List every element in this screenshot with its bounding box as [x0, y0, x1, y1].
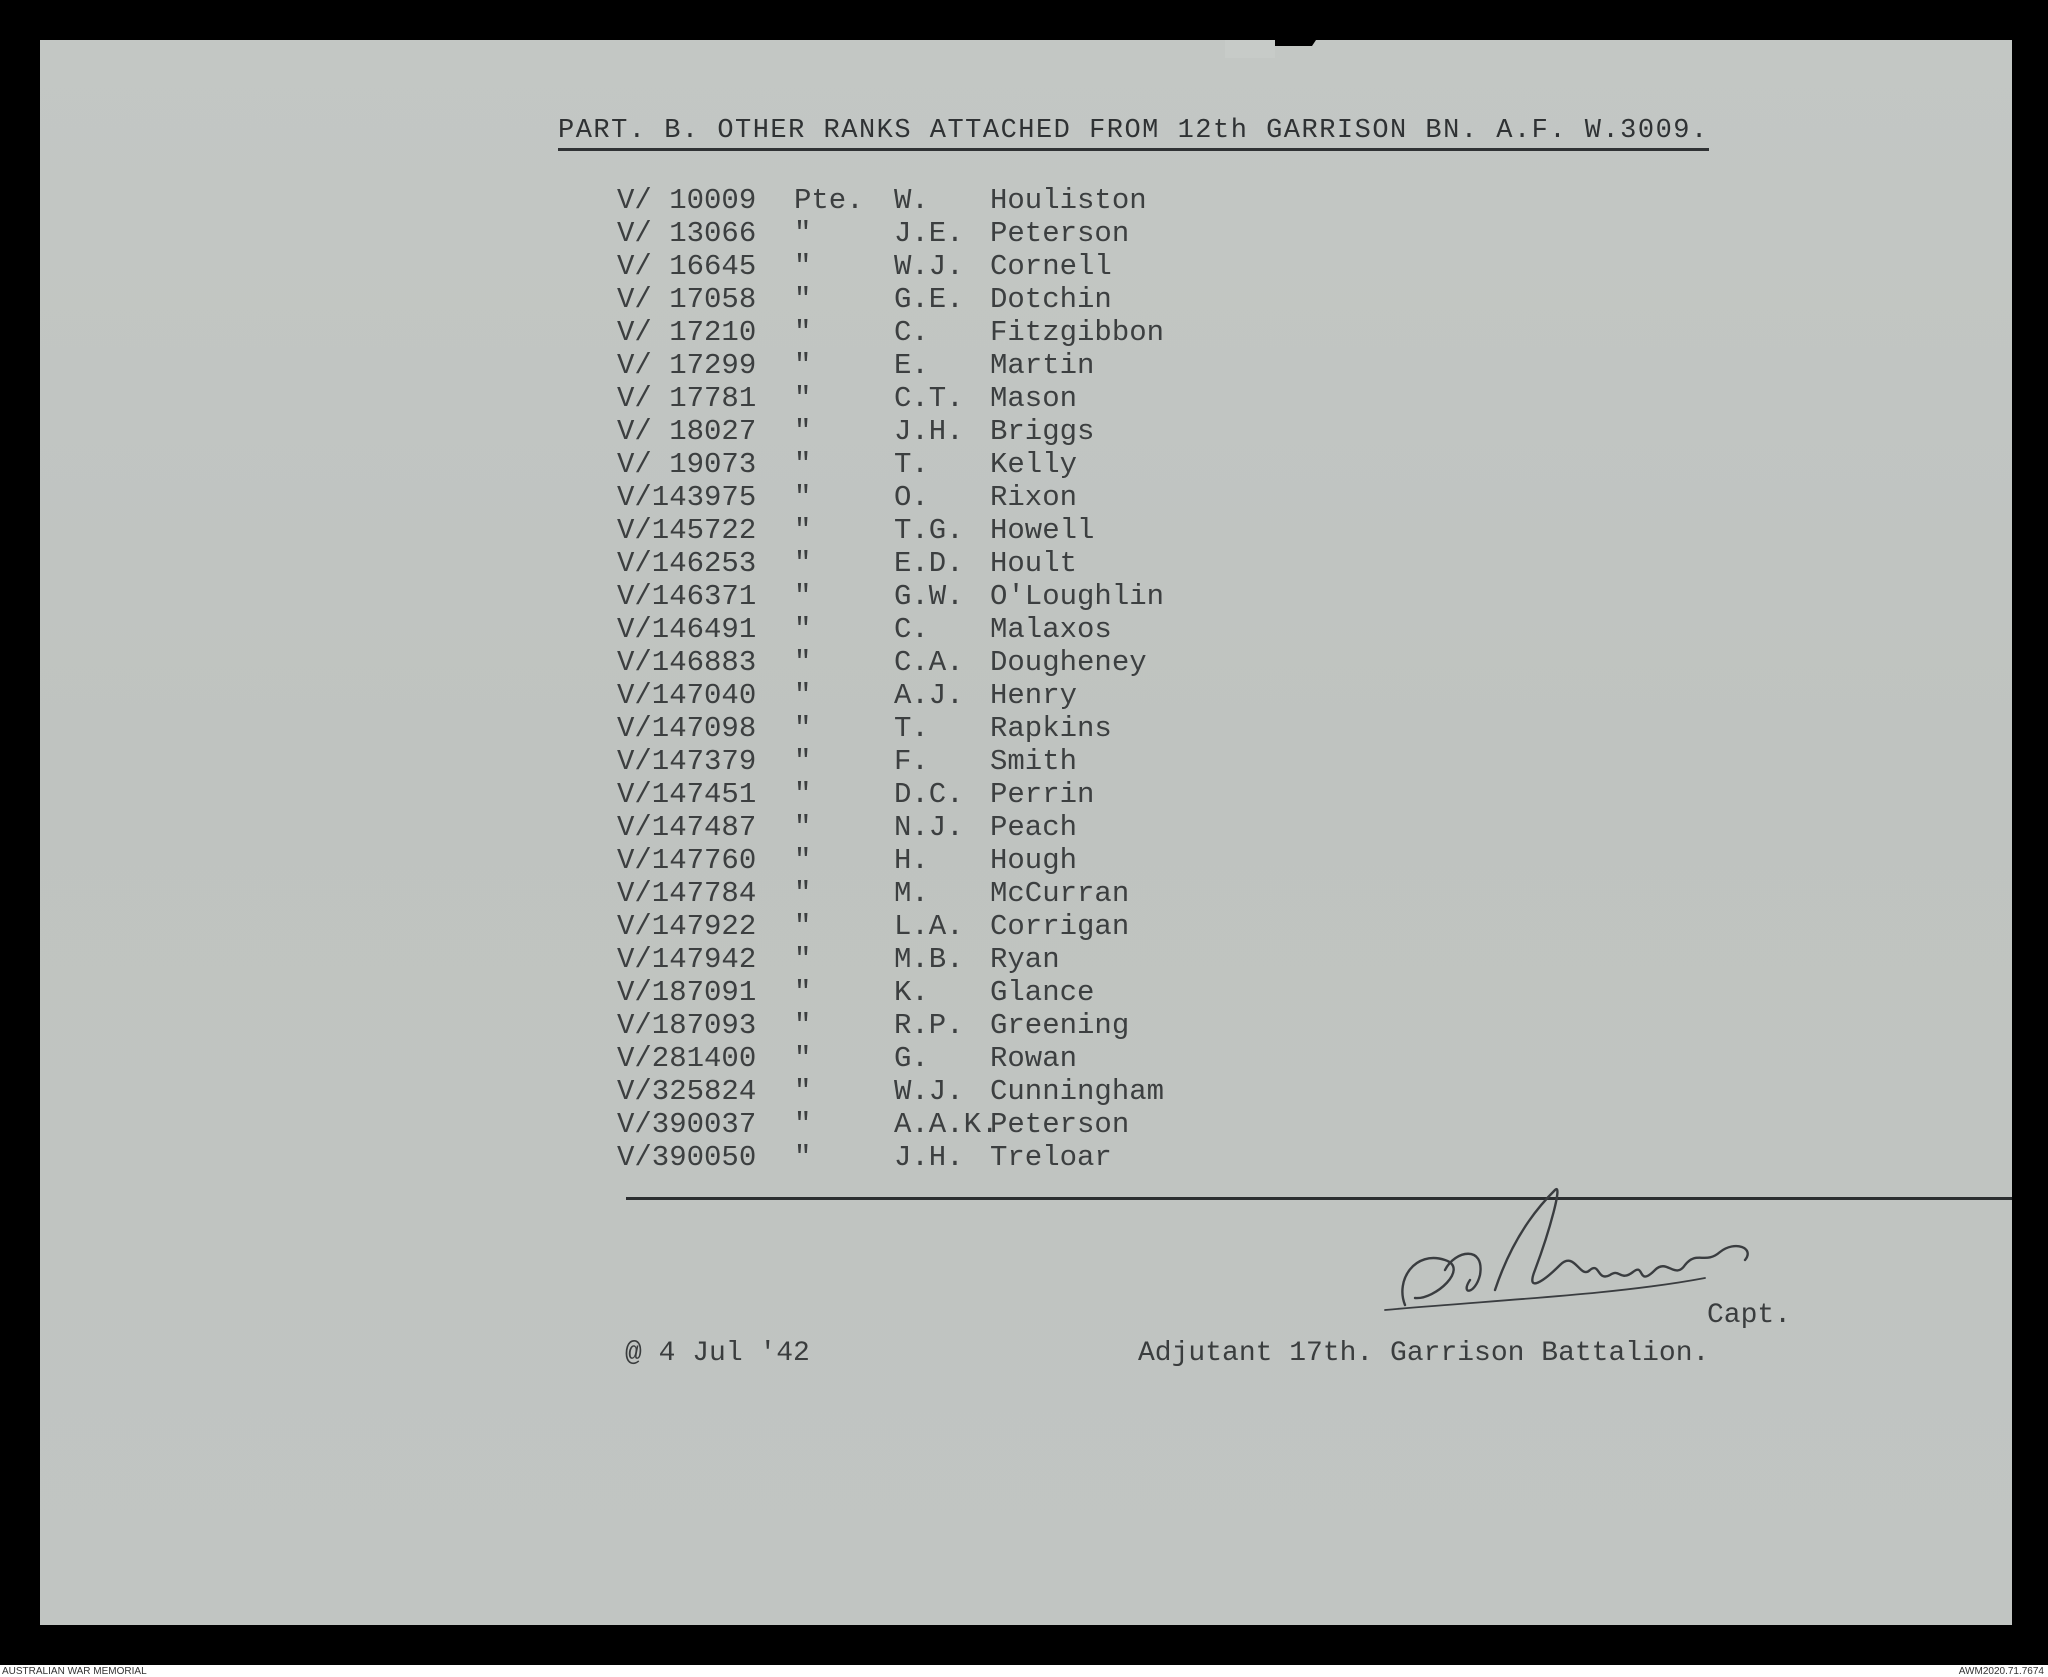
- rank: ": [794, 745, 812, 778]
- surname: Cunningham: [990, 1075, 1165, 1108]
- surname: Hoult: [990, 547, 1078, 580]
- rank: ": [794, 580, 812, 613]
- service-number: V/187091: [617, 976, 757, 1009]
- surname: Peterson: [990, 1108, 1130, 1141]
- surname: O'Loughlin: [990, 580, 1165, 613]
- surname: Corrigan: [990, 910, 1130, 943]
- surname: McCurran: [990, 877, 1130, 910]
- archive-reference: AWM2020.71.7674: [1958, 1666, 2044, 1677]
- rank: ": [794, 1108, 812, 1141]
- initials: E.: [894, 349, 929, 382]
- initials: O.: [894, 481, 929, 514]
- service-number: V/325824: [617, 1075, 757, 1108]
- surname: Greening: [990, 1009, 1130, 1042]
- rank: ": [794, 481, 812, 514]
- surname: Perrin: [990, 778, 1095, 811]
- initials: J.H.: [894, 1141, 964, 1174]
- surname: Briggs: [990, 415, 1095, 448]
- service-number: V/ 18027: [617, 415, 757, 448]
- rank: ": [794, 316, 812, 349]
- service-number: V/147922: [617, 910, 757, 943]
- rank: ": [794, 679, 812, 712]
- service-number: V/147451: [617, 778, 757, 811]
- rank: ": [794, 547, 812, 580]
- surname: Peach: [990, 811, 1078, 844]
- surname: Rowan: [990, 1042, 1078, 1075]
- initials: J.H.: [894, 415, 964, 448]
- surname: Dotchin: [990, 283, 1112, 316]
- service-number: V/146491: [617, 613, 757, 646]
- surname: Martin: [990, 349, 1095, 382]
- rank: ": [794, 1042, 812, 1075]
- divider-line: [626, 1197, 2012, 1200]
- rank: ": [794, 910, 812, 943]
- service-number: V/147784: [617, 877, 757, 910]
- rank: ": [794, 514, 812, 547]
- service-number: V/146253: [617, 547, 757, 580]
- initials: R.P.: [894, 1009, 964, 1042]
- service-number: V/ 10009: [617, 184, 757, 217]
- rank: ": [794, 1009, 812, 1042]
- rank: ": [794, 613, 812, 646]
- rank: ": [794, 811, 812, 844]
- initials: W.J.: [894, 1075, 964, 1108]
- surname: Peterson: [990, 217, 1130, 250]
- service-number: V/147098: [617, 712, 757, 745]
- rank: ": [794, 1075, 812, 1108]
- surname: Ryan: [990, 943, 1060, 976]
- service-number: V/147040: [617, 679, 757, 712]
- service-number: V/ 19073: [617, 448, 757, 481]
- initials: T.: [894, 712, 929, 745]
- rank: Pte.: [794, 184, 864, 217]
- service-number: V/ 16645: [617, 250, 757, 283]
- service-number: V/143975: [617, 481, 757, 514]
- rank: ": [794, 349, 812, 382]
- service-number: V/390050: [617, 1141, 757, 1174]
- rank: ": [794, 976, 812, 1009]
- initials: K.: [894, 976, 929, 1009]
- service-number: V/187093: [617, 1009, 757, 1042]
- service-number: V/ 17058: [617, 283, 757, 316]
- document-heading: PART. B. OTHER RANKS ATTACHED FROM 12th GARRISON BN. A.F. W.3009.: [558, 116, 1709, 151]
- initials: G.W.: [894, 580, 964, 613]
- initials: G.: [894, 1042, 929, 1075]
- surname: Dougheney: [990, 646, 1147, 679]
- initials: N.J.: [894, 811, 964, 844]
- torn-edge: [1225, 40, 1275, 58]
- signatory-title: Adjutant 17th. Garrison Battalion.: [1138, 1338, 1710, 1369]
- surname: Houliston: [990, 184, 1147, 217]
- service-number: V/145722: [617, 514, 757, 547]
- initials: C.: [894, 316, 929, 349]
- rank: ": [794, 943, 812, 976]
- surname: Henry: [990, 679, 1078, 712]
- surname: Hough: [990, 844, 1078, 877]
- rank: ": [794, 778, 812, 811]
- service-number: V/147487: [617, 811, 757, 844]
- service-number: V/ 13066: [617, 217, 757, 250]
- initials: M.: [894, 877, 929, 910]
- rank: ": [794, 250, 812, 283]
- surname: Rapkins: [990, 712, 1112, 745]
- initials: C.T.: [894, 382, 964, 415]
- service-number: V/147760: [617, 844, 757, 877]
- surname: Smith: [990, 745, 1078, 778]
- initials: L.A.: [894, 910, 964, 943]
- initials: J.E.: [894, 217, 964, 250]
- initials: H.: [894, 844, 929, 877]
- initials: C.: [894, 613, 929, 646]
- signatory-rank: Capt.: [1707, 1300, 1792, 1331]
- initials: C.A.: [894, 646, 964, 679]
- surname: Rixon: [990, 481, 1078, 514]
- surname: Malaxos: [990, 613, 1112, 646]
- initials: E.D.: [894, 547, 964, 580]
- initials: F.: [894, 745, 929, 778]
- rank: ": [794, 217, 812, 250]
- service-number: V/146883: [617, 646, 757, 679]
- surname: Treloar: [990, 1141, 1112, 1174]
- service-number: V/ 17781: [617, 382, 757, 415]
- rank: ": [794, 283, 812, 316]
- surname: Cornell: [990, 250, 1112, 283]
- archive-credit: AUSTRALIAN WAR MEMORIAL: [2, 1666, 147, 1677]
- service-number: V/147942: [617, 943, 757, 976]
- rank: ": [794, 415, 812, 448]
- service-number: V/147379: [617, 745, 757, 778]
- surname: Glance: [990, 976, 1095, 1009]
- initials: A.J.: [894, 679, 964, 712]
- initials: W.: [894, 184, 929, 217]
- rank: ": [794, 646, 812, 679]
- service-number: V/390037: [617, 1108, 757, 1141]
- surname: Howell: [990, 514, 1095, 547]
- rank: ": [794, 712, 812, 745]
- service-number: V/ 17299: [617, 349, 757, 382]
- rank: ": [794, 448, 812, 481]
- initials: T.G.: [894, 514, 964, 547]
- initials: A.A.K.: [894, 1108, 999, 1141]
- service-number: V/281400: [617, 1042, 757, 1075]
- document-date: @ 4 Jul '42: [625, 1338, 810, 1369]
- initials: W.J.: [894, 250, 964, 283]
- initials: G.E.: [894, 283, 964, 316]
- surname: Fitzgibbon: [990, 316, 1165, 349]
- initials: T.: [894, 448, 929, 481]
- initials: M.B.: [894, 943, 964, 976]
- rank: ": [794, 877, 812, 910]
- service-number: V/146371: [617, 580, 757, 613]
- surname: Mason: [990, 382, 1078, 415]
- rank: ": [794, 382, 812, 415]
- initials: D.C.: [894, 778, 964, 811]
- rank: ": [794, 844, 812, 877]
- service-number: V/ 17210: [617, 316, 757, 349]
- rank: ": [794, 1141, 812, 1174]
- surname: Kelly: [990, 448, 1078, 481]
